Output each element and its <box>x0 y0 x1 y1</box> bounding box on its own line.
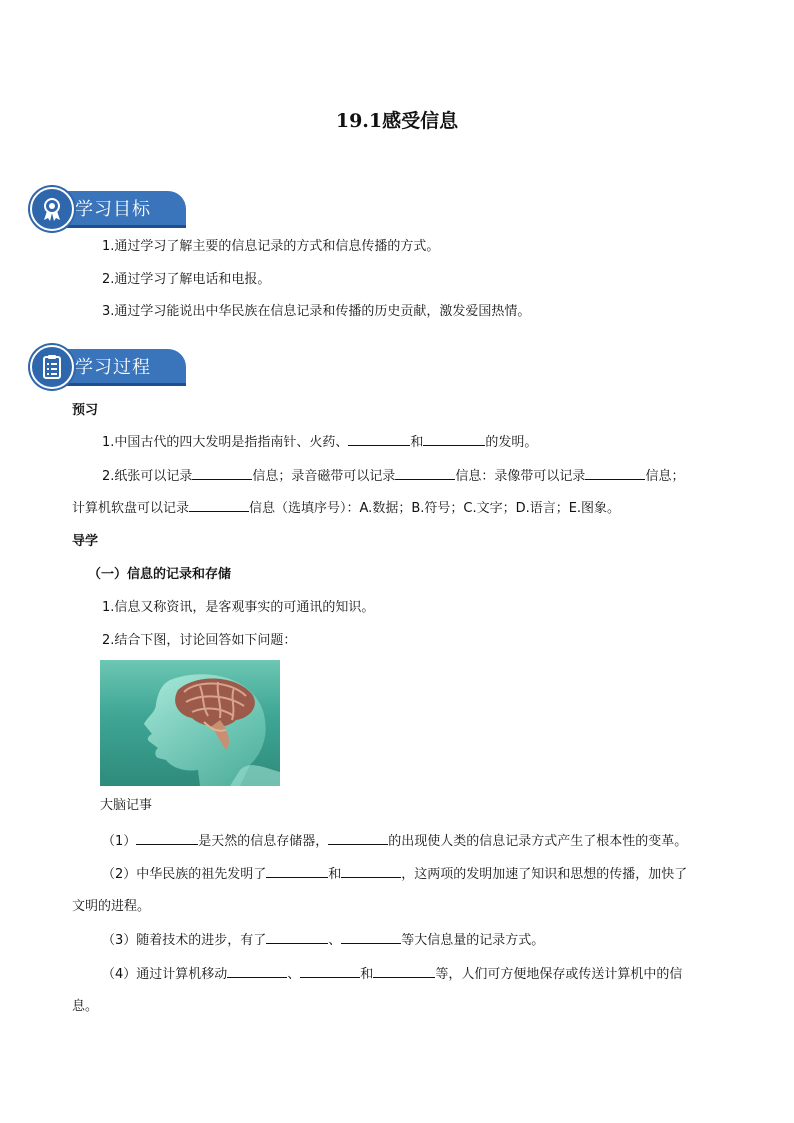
answer-blank[interactable] <box>266 931 328 944</box>
clipboard-list-icon <box>30 345 74 389</box>
guide-subheading: （一）信息的记录和存储 <box>88 567 232 582</box>
preview-question-1: 1.中国古代的四大发明是指指南针、火药、 和 的发明。 <box>102 435 538 450</box>
answer-blank[interactable] <box>341 865 401 878</box>
page-title: 19.1感受信息 <box>335 110 459 132</box>
preview-question-2: 2.纸张可以记录 信息；录音磁带可以记录 信息：录像带可以记录 信息； <box>102 469 685 484</box>
figure-caption: 大脑记事 <box>100 798 153 813</box>
answer-blank[interactable] <box>192 467 252 480</box>
section-header-process <box>30 345 186 387</box>
section-header-goals <box>30 187 186 229</box>
answer-blank[interactable] <box>227 965 287 978</box>
answer-blank[interactable] <box>395 467 455 480</box>
guide-question-2-cont: 文明的进程。 <box>72 899 151 914</box>
guide-question-4: （4）通过计算机移动 、 和 等，人们可方便地保存或传送计算机中的信 <box>102 967 683 982</box>
answer-blank[interactable] <box>373 965 435 978</box>
goal-item: 2.通过学习了解电话和电报。 <box>102 272 271 287</box>
answer-blank[interactable] <box>423 433 485 446</box>
goal-item: 3.通过学习能说出中华民族在信息记录和传播的历史贡献，激发爱国热情。 <box>102 304 531 319</box>
brain-head-image <box>100 660 280 786</box>
answer-blank[interactable] <box>328 832 388 845</box>
preview-heading: 预习 <box>72 403 99 418</box>
answer-blank[interactable] <box>341 931 401 944</box>
section-label: 学习过程 <box>75 357 151 378</box>
section-label: 学习目标 <box>75 199 151 220</box>
guide-question-4-cont: 息。 <box>72 999 99 1014</box>
answer-blank[interactable] <box>189 499 249 512</box>
answer-blank[interactable] <box>266 865 328 878</box>
guide-paragraph: 1.信息又称资讯，是客观事实的可通讯的知识。 <box>102 600 375 615</box>
answer-blank[interactable] <box>136 832 198 845</box>
guide-heading: 导学 <box>72 534 99 549</box>
guide-paragraph: 2.结合下图，讨论回答如下问题： <box>102 633 297 648</box>
goal-item: 1.通过学习了解主要的信息记录的方式和信息传播的方式。 <box>102 239 440 254</box>
answer-blank[interactable] <box>300 965 360 978</box>
answer-blank[interactable] <box>585 467 645 480</box>
answer-blank[interactable] <box>348 433 410 446</box>
preview-question-2-cont: 计算机软盘可以记录 信息（选填序号）：A.数据；B.符号；C.文字；D.语言；E.图象。 <box>72 501 621 516</box>
guide-question-2: （2）中华民族的祖先发明了 和 ，这两项的发明加速了知识和思想的传播，加快了 <box>102 867 688 882</box>
award-ribbon-icon <box>30 187 74 231</box>
guide-question-1: （1） 是天然的信息存储器， 的出现使人类的信息记录方式产生了根本性的变革。 <box>102 834 688 849</box>
guide-question-3: （3）随着技术的进步，有了 、 等大信息量的记录方式。 <box>102 933 545 948</box>
